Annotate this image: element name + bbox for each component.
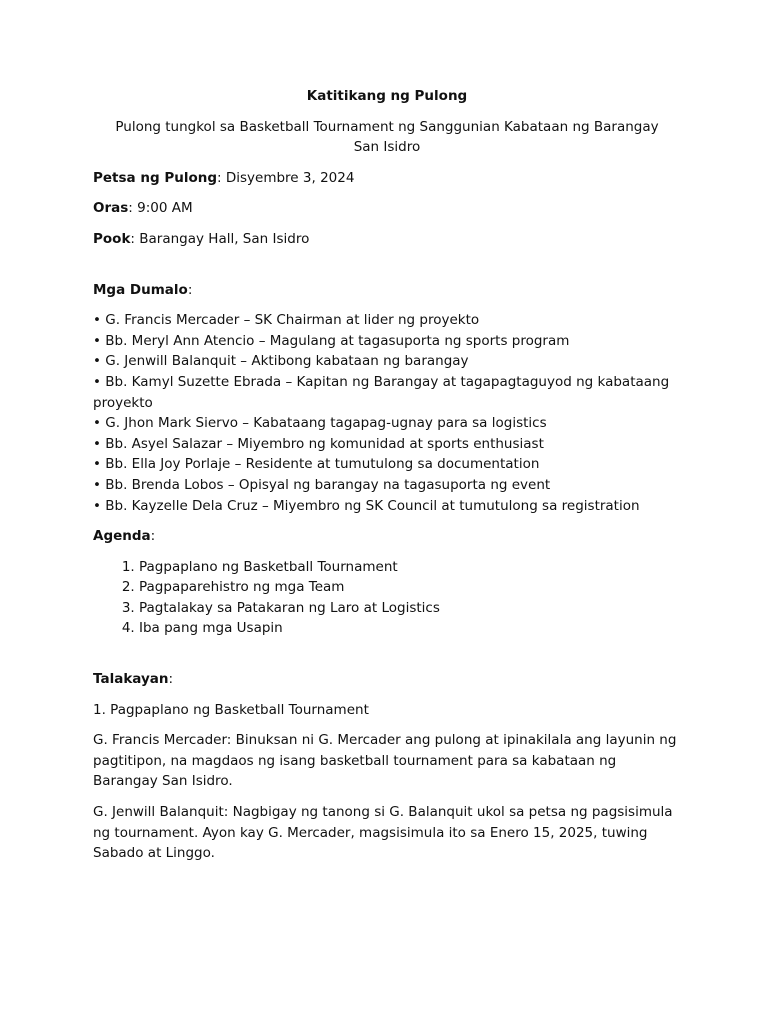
list-item: 1. Pagpaplano ng Basketball Tournament (139, 557, 681, 578)
list-item: • Bb. Ella Joy Porlaje – Residente at tumutulong sa documentation (93, 456, 540, 473)
meeting-date (93, 168, 681, 189)
meeting-place (93, 229, 681, 250)
meeting-date-label: Petsa ng Pulong (93, 169, 218, 186)
discussion-paragraph: G. Jenwill Balanquit: Nagbigay ng tanong si G. Balanquit ukol sa petsa ng pagsisimula ng tournament. Ayon kay G. Mercader, magsisimula ito sa Enero 15, 2025, tuwing Sabado at Linggo. (93, 804, 673, 862)
meeting-date-value: : Disyembre 3, 2024 (217, 169, 355, 186)
attendees-heading-text: Mga Dumalo (93, 281, 188, 298)
attendees-list (93, 310, 681, 516)
list-item: • Bb. Brenda Lobos – Opisyal ng barangay na tagasuporta ng event (93, 476, 551, 493)
document-subtitle: Pulong tungkol sa Basketball Tournament ng Sanggunian Kabataan ng Barangay San Isidro (115, 118, 659, 156)
meeting-place-label: Pook (93, 230, 131, 247)
agenda-heading: Agenda: (93, 528, 156, 545)
list-item: 3. Pagtalakay sa Patakaran ng Laro at Logistics (139, 598, 681, 619)
meeting-time-label: Oras (93, 200, 129, 217)
document-body (93, 86, 681, 874)
list-item: • G. Jhon Mark Siervo – Kabataang tagapag-ugnay para sa logistics (93, 415, 547, 432)
list-item: • Bb. Kamyl Suzette Ebrada – Kapitan ng Barangay at tagapagtaguyod ng kabataang proyekto (93, 373, 670, 411)
meeting-place-value: : Barangay Hall, San Isidro (130, 230, 310, 247)
list-item: • Bb. Asyel Salazar – Miyembro ng komunidad at sports enthusiast (93, 435, 544, 452)
meeting-time-value: : 9:00 AM (128, 200, 193, 217)
discussion-subheading: 1. Pagpaplano ng Basketball Tournament (93, 701, 369, 718)
discussion-heading-text: Talakayan (93, 671, 169, 688)
list-item: 2. Pagpaparehistro ng mga Team (139, 577, 681, 598)
spacer (93, 260, 681, 280)
attendees-heading: Mga Dumalo: (93, 281, 193, 298)
agenda-heading-text: Agenda (93, 528, 151, 545)
list-item: • G. Jenwill Balanquit – Aktibong kabataan ng barangay (93, 353, 469, 370)
discussion-paragraph: G. Francis Mercader: Binuksan ni G. Mercader ang pulong at ipinakilala ang layunin ng pagtitipon, na magdaos ng isang basketball tournament para sa kabataan ng Barangay San Isidro. (93, 732, 677, 790)
list-item: • Bb. Meryl Ann Atencio – Magulang at tagasuporta ng sports program (93, 332, 570, 349)
agenda-list (93, 557, 681, 639)
document-title: Katitikang ng Pulong (306, 88, 468, 104)
spacer (93, 649, 681, 669)
list-item: • G. Francis Mercader – SK Chairman at lider ng proyekto (93, 312, 480, 329)
discussion-heading: Talakayan: (93, 671, 174, 688)
list-item: 4. Iba pang mga Usapin (139, 618, 681, 639)
meeting-time (93, 198, 681, 219)
list-item: • Bb. Kayzelle Dela Cruz – Miyembro ng SK Council at tumutulong sa registration (93, 497, 640, 514)
